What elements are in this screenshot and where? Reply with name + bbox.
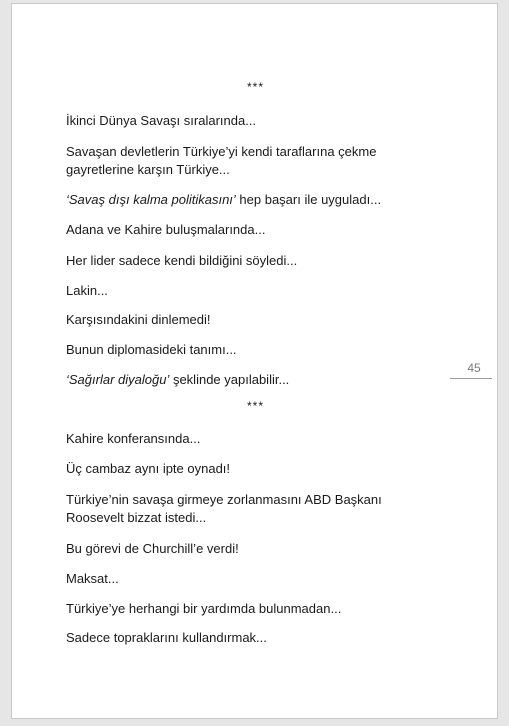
paragraph [66,460,411,478]
paragraph [66,430,411,448]
paragraph-text: Savaşan devletlerin Türkiye’yi kendi taraflarına çekme gayretlerine karşın Türkiye... [66,144,377,177]
paragraph-italic-text: ‘Savaş dışı kalma politikasını’ [66,192,236,207]
paragraph [66,143,411,179]
paragraph [66,282,411,300]
paragraph-text: hep başarı ile uyguladı... [235,192,382,207]
paragraph-text: Türkiye’nin savaşa girmeye zorlanmasını ABD Başkanı Roosevelt bizzat istedi... [66,492,382,525]
page-number: 45 [467,361,481,375]
paragraph [66,311,411,329]
paragraph-text: Her lider sadece kendi bildiğini söyledi... [66,253,298,268]
paragraph-text: Sadece topraklarını kullandırmak... [66,630,267,645]
paragraph [66,341,411,359]
section-separator: *** [246,80,264,94]
paragraph-text: Üç cambaz aynı ipte oynadı! [66,461,231,476]
paragraph [66,540,411,558]
paragraph [66,112,411,130]
paragraph [66,600,411,618]
paragraph [66,629,411,647]
paragraph [66,570,411,588]
paragraph-text: Bu görevi de Churchill’e verdi! [66,541,239,556]
paragraph-text: Lakin... [66,283,108,298]
paragraph [66,221,411,239]
paragraph-text: Kahire konferansında... [66,431,201,446]
paragraph-text: Adana ve Kahire buluşmalarında... [66,222,266,237]
paragraph-text: Bunun diplomasideki tanımı... [66,342,237,357]
page-number-rule [450,378,492,379]
paragraph-text: şeklinde yapılabilir... [169,372,290,387]
paragraph-text: Karşısındakini dinlemedi! [66,312,211,327]
paragraph-text: Türkiye’ye herhangi bir yardımda bulunmadan... [66,601,342,616]
paragraph [66,371,411,389]
paragraph [66,491,411,527]
paragraph-text: Maksat... [66,571,119,586]
paragraph [66,252,411,270]
document-page [11,3,498,719]
paragraph-text: İkinci Dünya Savaşı sıralarında... [66,113,257,128]
paragraph [66,191,411,209]
paragraph-italic-text: ‘Sağırlar diyaloğu’ [66,372,170,387]
section-separator: *** [246,399,264,413]
